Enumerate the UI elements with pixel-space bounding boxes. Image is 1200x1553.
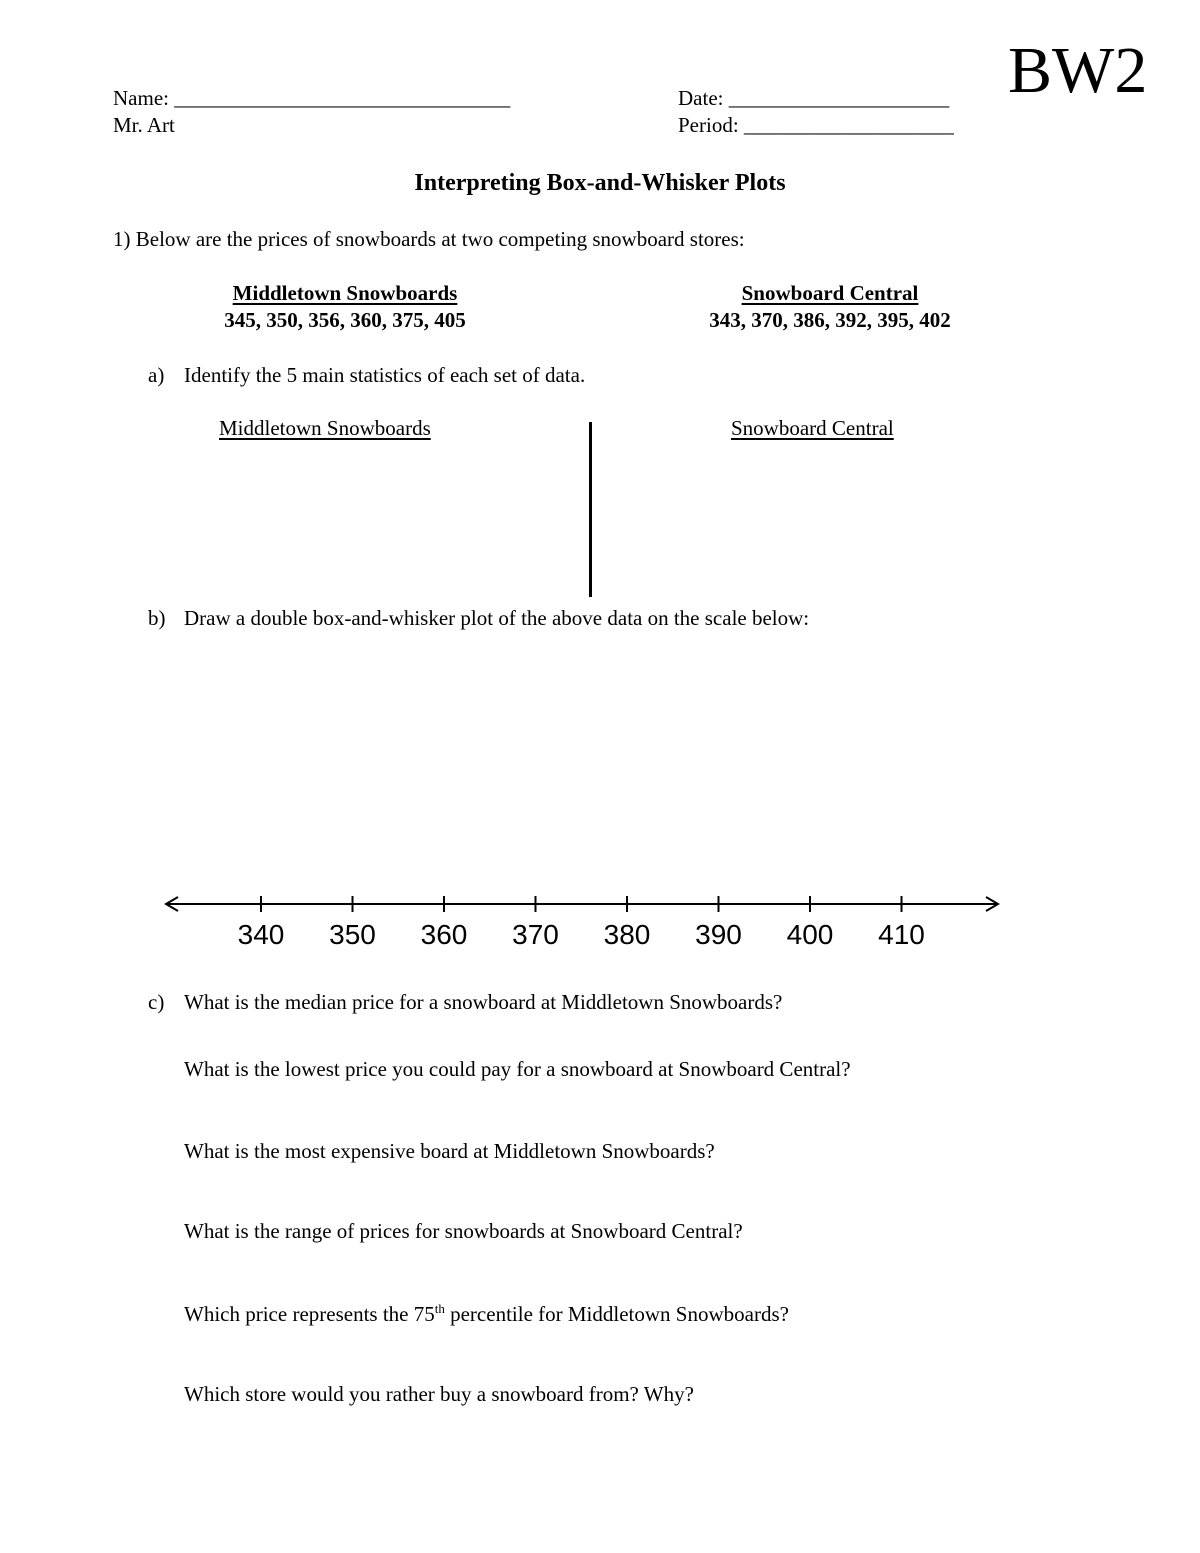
question-store-preference: Which store would you rather buy a snowboard from? Why? — [184, 1382, 694, 1406]
tick-label: 370 — [512, 919, 559, 950]
tick-label: 360 — [420, 919, 468, 950]
store-a-block — [195, 281, 495, 333]
tick-label: 340 — [237, 919, 285, 950]
teacher-name: Mr. Art — [113, 113, 175, 137]
part-c-marker: c) — [148, 990, 165, 1014]
tick-label: 390 — [695, 919, 742, 950]
date-field-label: Date: _____________________ — [678, 86, 950, 110]
worksheet-code: BW2 — [1008, 34, 1148, 107]
question-1-intro: 1) Below are the prices of snowboards at two competing snowboard stores: — [113, 227, 745, 251]
q5-text-post: percentile for Middletown Snowboards? — [444, 1302, 789, 1326]
part-a-marker: a) — [148, 363, 165, 387]
page-title: Interpreting Box-and-Whisker Plots — [414, 170, 786, 196]
q5-text-pre: Which price represents the 75 — [184, 1302, 435, 1326]
question-most-expensive-middletown: What is the most expensive board at Middletown Snowboards? — [184, 1139, 715, 1163]
question-75th-percentile — [184, 1301, 789, 1327]
period-field-label: Period: ____________________ — [678, 113, 954, 137]
store-a-prices: 345, 350, 356, 360, 375, 405 — [224, 308, 466, 332]
part-b-text: Draw a double box-and-whisker plot of the above data on the scale below: — [184, 606, 810, 630]
part-b-marker: b) — [148, 606, 166, 630]
part-a-right-column-heading: Snowboard Central — [731, 416, 894, 440]
tick-label: 400 — [786, 919, 834, 950]
number-line — [0, 880, 1200, 970]
name-field-label: Name: ________________________________ — [113, 86, 511, 110]
part-a-text: Identify the 5 main statistics of each set of data. — [184, 363, 586, 387]
tick-label: 380 — [603, 919, 651, 950]
store-b-name: Snowboard Central — [741, 281, 919, 305]
tick-label: 410 — [878, 919, 925, 950]
store-b-block — [680, 281, 980, 333]
store-a-name: Middletown Snowboards — [232, 281, 458, 305]
tick-label: 350 — [329, 919, 376, 950]
column-divider — [589, 422, 592, 597]
question-lowest-central: What is the lowest price you could pay for a snowboard at Snowboard Central? — [184, 1057, 851, 1081]
part-a-left-column-heading: Middletown Snowboards — [219, 416, 431, 440]
question-range-central: What is the range of prices for snowboards at Snowboard Central? — [184, 1219, 743, 1243]
store-b-prices: 343, 370, 386, 392, 395, 402 — [709, 308, 951, 332]
q5-superscript: th — [434, 1301, 445, 1316]
question-median-middletown: What is the median price for a snowboard at Middletown Snowboards? — [184, 990, 783, 1014]
